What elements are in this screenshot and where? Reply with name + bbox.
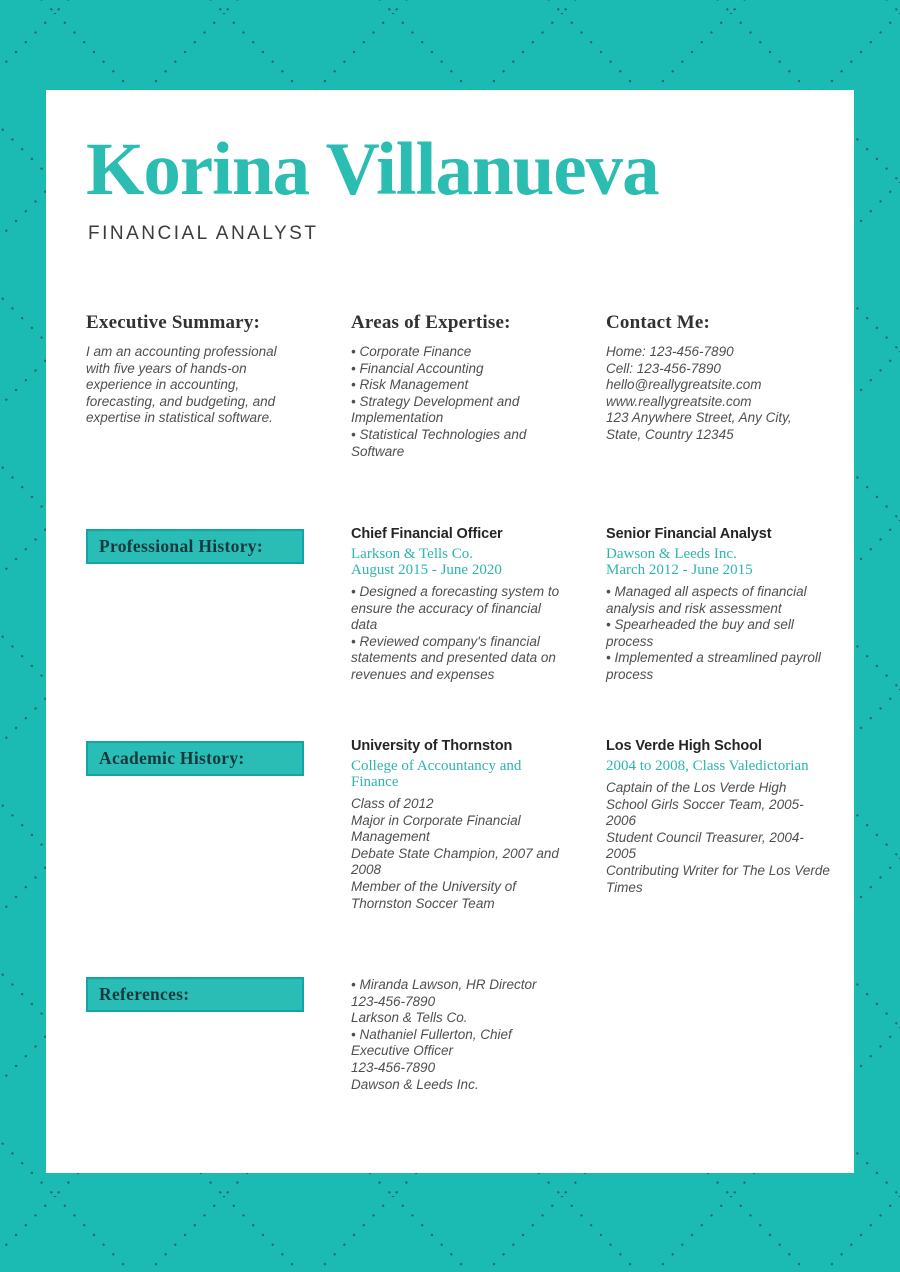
academic-history-banner-cell [86, 738, 351, 912]
academic-history-row [86, 738, 830, 912]
expertise-item: • Financial Accounting [351, 360, 484, 376]
job-dates: March 2012 - June 2015 [606, 562, 753, 578]
expertise-heading: Areas of Expertise: [351, 312, 511, 333]
executive-summary-body: I am an accounting professional with five years of hands-on experience in accounting, forecasting, and budgeting, and expertise in statistical software. [86, 344, 277, 426]
education-detail-line: Student Council Treasurer, 2004-2005 [606, 829, 804, 862]
job-entry [351, 526, 606, 684]
education-detail-line: Major in Corporate Financial Management [351, 812, 521, 845]
reference-line: • Nathaniel Fullerton, Chief Executive Officer [351, 1026, 512, 1059]
contact-line-cell-phone: Cell: 123-456-7890 [606, 360, 721, 376]
reference-line: Larkson & Tells Co. [351, 1010, 468, 1026]
expertise-item: • Corporate Finance [351, 344, 472, 359]
education-detail-line: Contributing Writer for The Los Verde Times [606, 862, 830, 895]
reference-line: 123-456-7890 [351, 993, 436, 1009]
job-bullet: • Designed a forecasting system to ensure the accuracy of financial data [351, 584, 560, 633]
professional-history-banner-cell [86, 526, 351, 684]
school-name: University of Thornston [351, 738, 513, 754]
contact-section [606, 312, 830, 460]
education-detail-line: Captain of the Los Verde High School Girls Soccer Team, 2005-2006 [606, 780, 804, 829]
job-org-dates [606, 546, 830, 578]
expertise-section [351, 312, 606, 460]
resume-page [46, 90, 854, 1173]
person-role: FINANCIAL ANALYST [88, 223, 319, 244]
job-bullet: • Managed all aspects of financial analysis and risk assessment [606, 584, 807, 616]
expertise-item: • Risk Management [351, 377, 469, 393]
education-detail-line: Member of the University of Thornston Soccer Team [351, 878, 517, 911]
contact-line-website: www.reallygreatsite.com [606, 393, 752, 409]
contact-heading: Contact Me: [606, 312, 711, 333]
contact-line-home-phone: Home: 123-456-7890 [606, 344, 734, 359]
references-banner-label: References: [99, 984, 190, 1004]
job-title: Chief Financial Officer [351, 526, 503, 542]
job-company: Larkson & Tells Co. [351, 546, 473, 562]
references-empty-cell [606, 974, 830, 1093]
school-subtitle: College of Accountancy and Finance [351, 758, 522, 790]
references-banner [86, 977, 304, 1012]
academic-history-banner-label: Academic History: [99, 748, 245, 768]
job-bullet: • Implemented a streamlined payroll process [606, 650, 821, 682]
job-org-dates [351, 546, 563, 578]
education-detail-line: Class of 2012 [351, 796, 434, 811]
contact-line-address: 123 Anywhere Street, Any City, State, Country 12345 [606, 410, 792, 442]
reference-line: • Miranda Lawson, HR Director [351, 977, 537, 992]
contact-line-email: hello@reallygreatsite.com [606, 377, 762, 393]
education-entry [606, 738, 830, 912]
reference-line: 123-456-7890 [351, 1059, 436, 1075]
job-bullets [351, 584, 563, 684]
job-bullets [606, 584, 830, 684]
job-entry [606, 526, 830, 684]
contact-lines [606, 344, 830, 444]
education-entry [351, 738, 606, 912]
summary-expertise-contact-row [86, 312, 830, 460]
references-banner-cell [86, 974, 351, 1093]
executive-summary-section [86, 312, 351, 460]
expertise-list [351, 344, 563, 460]
school-name: Los Verde High School [606, 738, 762, 754]
professional-history-row [86, 526, 830, 684]
school-subtitle: 2004 to 2008, Class Valedictorian [606, 758, 809, 774]
professional-history-banner [86, 529, 304, 564]
expertise-item: • Strategy Development and Implementation [351, 393, 520, 426]
education-details [351, 796, 563, 912]
education-details [606, 780, 830, 896]
job-bullet: • Reviewed company's financial statements and presented data on revenues and expenses [351, 633, 556, 682]
expertise-item: • Statistical Technologies and Software [351, 426, 527, 459]
job-company: Dawson & Leeds Inc. [606, 546, 737, 562]
person-name: Korina Villanueva [86, 128, 659, 211]
job-bullet: • Spearheaded the buy and sell process [606, 617, 794, 649]
references-list-cell [351, 974, 606, 1093]
references-list [351, 977, 563, 1093]
job-title: Senior Financial Analyst [606, 526, 772, 542]
education-detail-line: Debate State Champion, 2007 and 2008 [351, 845, 559, 878]
references-row [86, 974, 830, 1093]
job-dates: August 2015 - June 2020 [351, 562, 502, 578]
reference-line: Dawson & Leeds Inc. [351, 1076, 479, 1092]
executive-summary-heading: Executive Summary: [86, 312, 261, 333]
professional-history-banner-label: Professional History: [99, 536, 263, 556]
academic-history-banner [86, 741, 304, 776]
